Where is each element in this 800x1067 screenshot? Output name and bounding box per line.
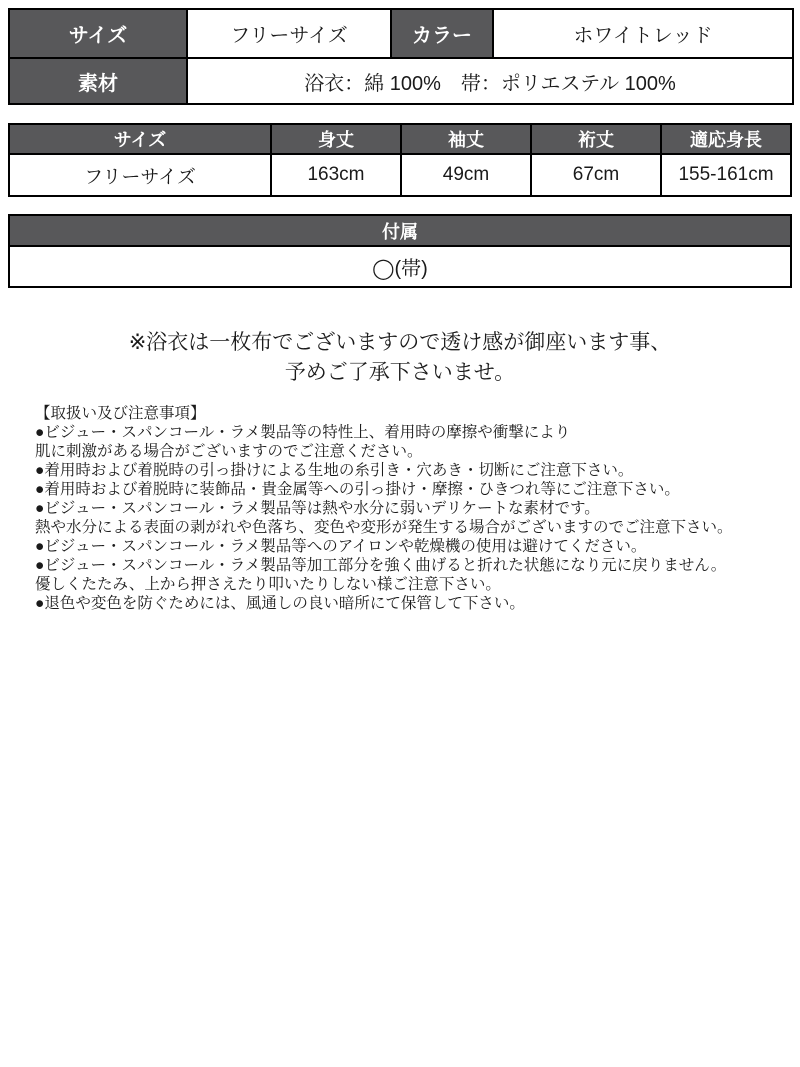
- header-body-length: 身丈: [271, 124, 401, 154]
- accessory-header-cell: 付属: [9, 215, 791, 246]
- accessory-data-row: [9, 246, 791, 287]
- size-label-cell: サイズ: [9, 9, 187, 58]
- material-label-cell: 素材: [9, 58, 187, 104]
- cell-fit-height: 155-161cm: [661, 154, 791, 196]
- care-line-4: ●着用時および着脱時に装飾品・貴金属等への引っ掛け・摩擦・ひきつれ等にご注意下さい。: [35, 481, 680, 498]
- accessory-header-row: [9, 215, 791, 246]
- care-line-5: ●ビジュー・スパンコール・ラメ製品等は熱や水分に弱いデリケートな素材です。: [35, 500, 600, 517]
- spec-table-row-size-color: [9, 9, 793, 58]
- sheerness-notice: [0, 328, 800, 388]
- accessory-table: [8, 214, 792, 288]
- care-line-7: ●ビジュー・スパンコール・ラメ製品等へのアイロンや乾燥機の使用は避けてください。: [35, 538, 647, 555]
- care-instructions: [35, 404, 790, 613]
- measurements-header-row: [9, 124, 791, 154]
- size-value-cell: フリーサイズ: [187, 9, 391, 58]
- header-sleeve-length: 袖丈: [401, 124, 531, 154]
- material-value-cell: 浴衣：綿 100% 帯：ポリエステル 100%: [187, 58, 793, 104]
- cell-sleeve-length: 49cm: [401, 154, 531, 196]
- notice-line-1: ※浴衣は一枚布でございますので透け感が御座います事、: [128, 331, 672, 354]
- color-value-cell: ホワイトレッド: [493, 9, 793, 58]
- cell-size: フリーサイズ: [9, 154, 271, 196]
- care-line-10: ●退色や変色を防ぐためには、風通しの良い暗所にて保管して下さい。: [35, 595, 525, 612]
- accessory-value-cell: ◯(帯): [9, 246, 791, 287]
- notice-line-2: 予めご了承下さいませ。: [284, 361, 516, 384]
- care-line-3: ●着用時および着脱時の引っ掛けによる生地の糸引き・穴あき・切断にご注意下さい。: [35, 462, 634, 479]
- measurements-data-row: [9, 154, 791, 196]
- care-line-2: 肌に刺激がある場合がございますのでご注意ください。: [35, 443, 423, 460]
- header-yuki-length: 裄丈: [531, 124, 661, 154]
- care-line-8: ●ビジュー・スパンコール・ラメ製品等加工部分を強く曲げると折れた状態になり元に戻りません。: [35, 557, 727, 574]
- care-line-6: 熱や水分による表面の剥がれや色落ち、変色や変形が発生する場合がございますのでご注意下さい。: [35, 519, 733, 536]
- cell-body-length: 163cm: [271, 154, 401, 196]
- care-line-9: 優しくたたみ、上から押さえたり叩いたりしない様ご注意下さい。: [35, 576, 501, 593]
- cell-yuki-length: 67cm: [531, 154, 661, 196]
- care-title: 【取扱い及び注意事項】: [35, 405, 206, 422]
- measurements-table: [8, 123, 792, 197]
- header-fit-height: 適応身長: [661, 124, 791, 154]
- spec-table: [8, 8, 794, 105]
- header-size: サイズ: [9, 124, 271, 154]
- spec-table-row-material: [9, 58, 793, 104]
- care-line-1: ●ビジュー・スパンコール・ラメ製品等の特性上、着用時の摩擦や衝撃により: [35, 424, 571, 441]
- color-label-cell: カラー: [391, 9, 493, 58]
